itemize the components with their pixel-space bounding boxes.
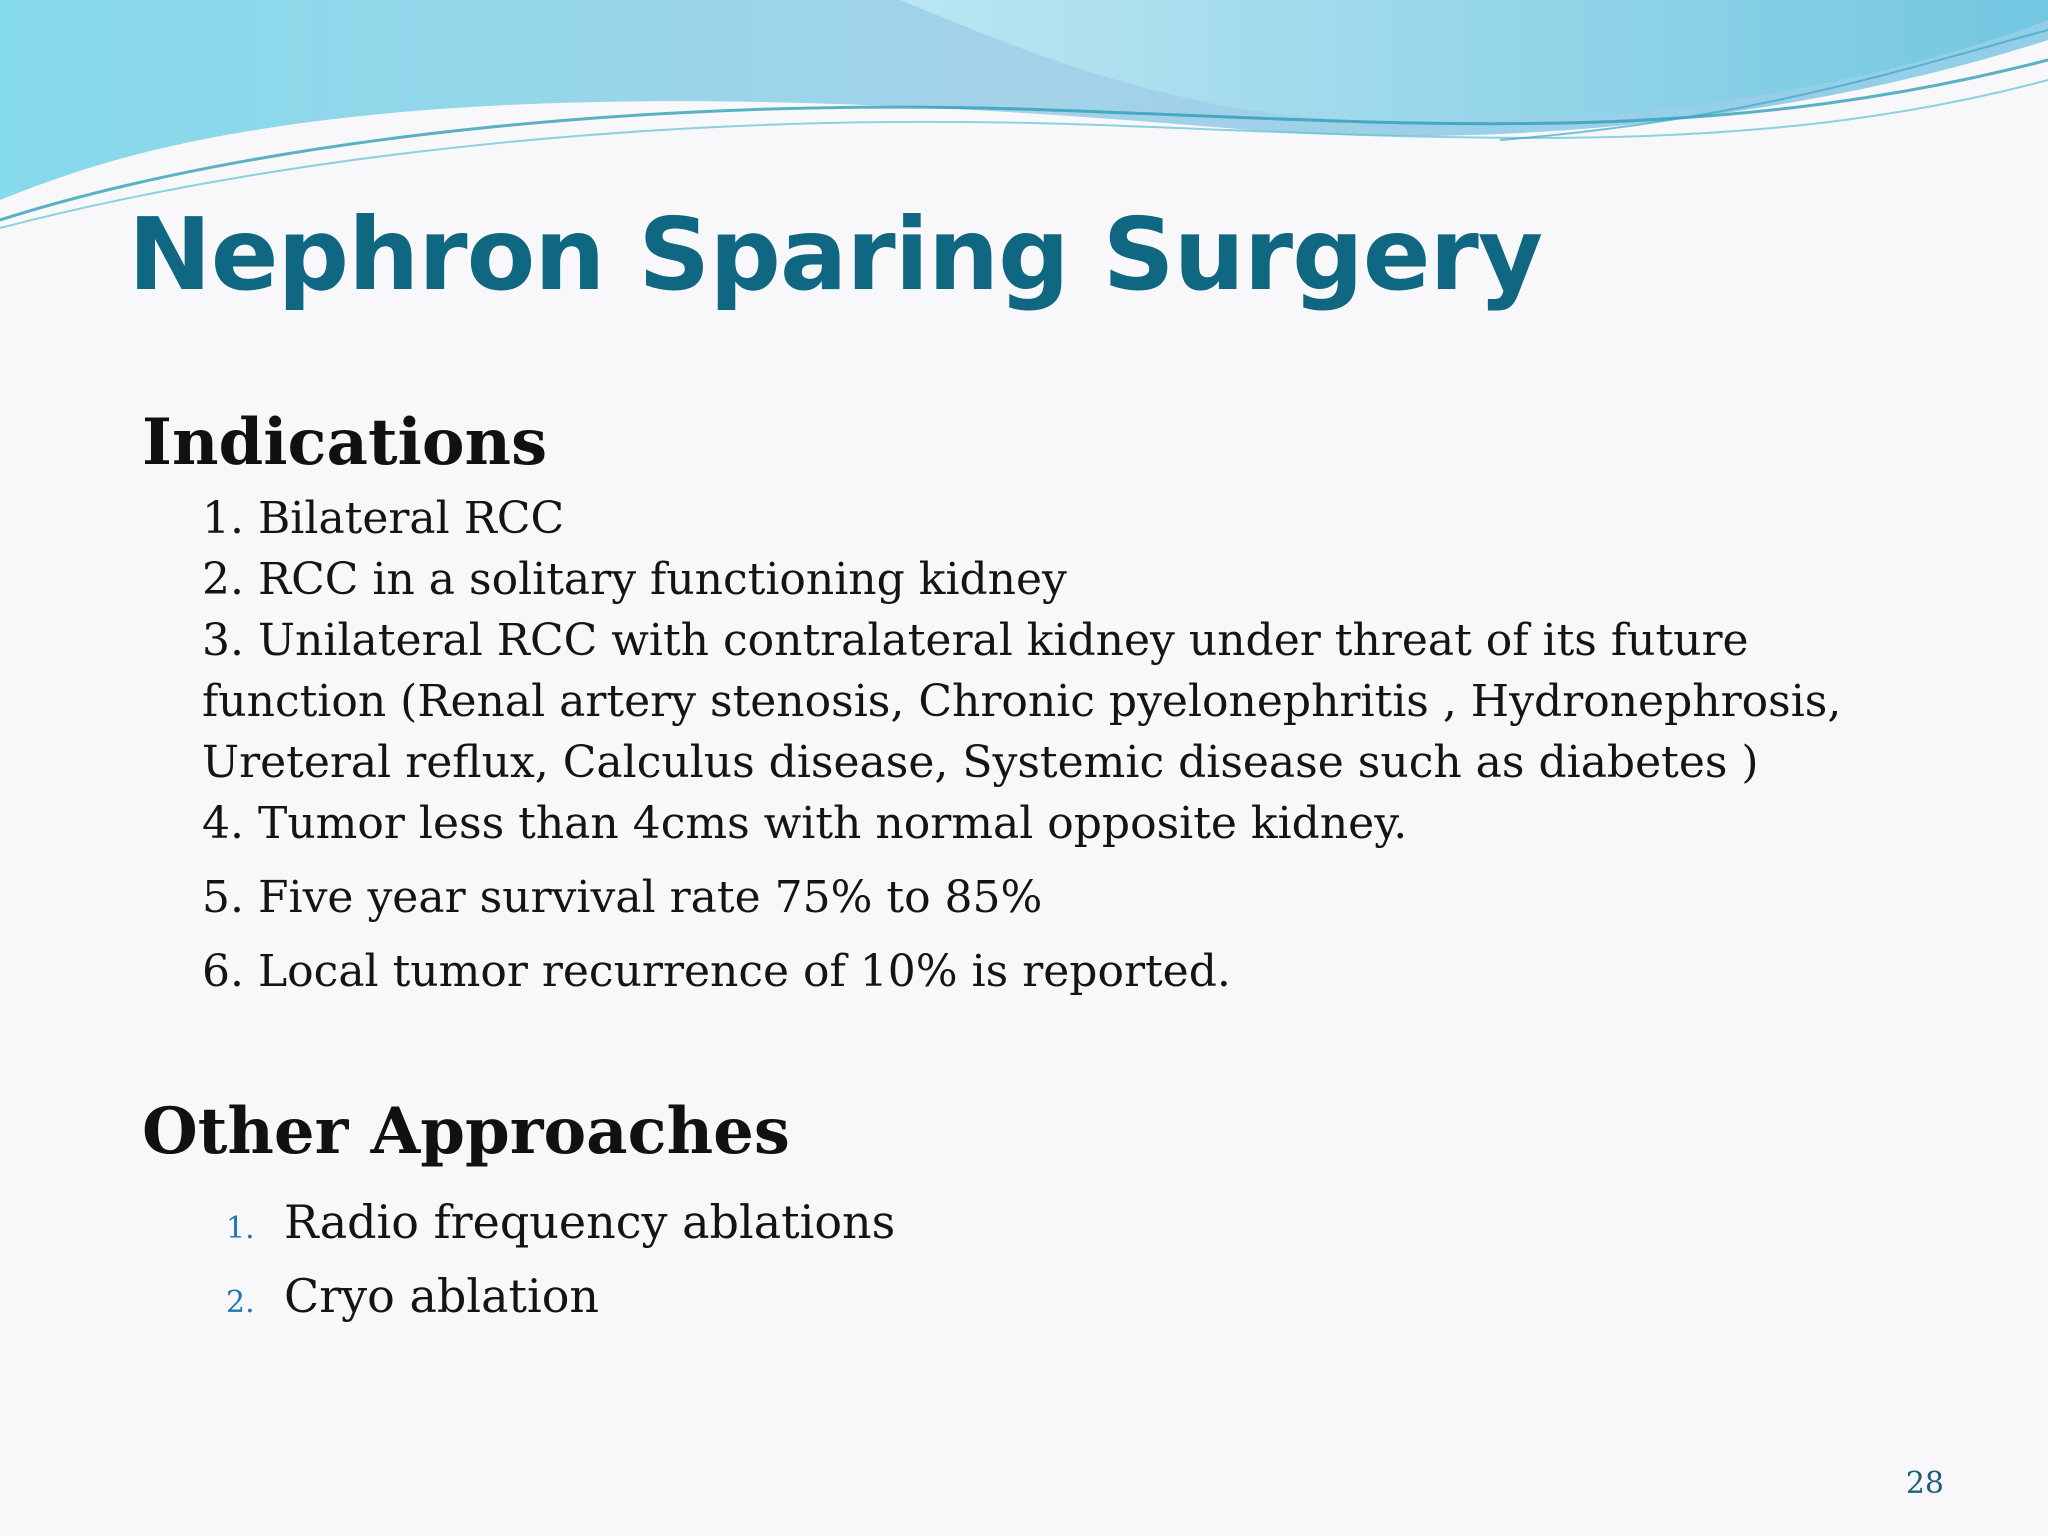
list-item: 4. Tumor less than 4cms with normal opposite kidney. (202, 798, 1408, 849)
list-item (226, 1185, 895, 1259)
other-approaches-heading: Other Approaches (142, 1094, 790, 1169)
list-item: 5. Five year survival rate 75% to 85% (202, 872, 1043, 923)
list-item: 2. RCC in a solitary functioning kidney (202, 554, 1067, 605)
list-item-text: Radio frequency ablations (284, 1195, 896, 1249)
slide-title: Nephron Sparing Surgery (128, 196, 1543, 313)
list-item-text: Cryo ablation (284, 1269, 600, 1323)
list-number: 1. (226, 1211, 255, 1246)
indications-list (202, 488, 1922, 1002)
list-number: 2. (226, 1285, 255, 1320)
list-item: 6. Local tumor recurrence of 10% is reported. (202, 946, 1231, 997)
page-number: 28 (1905, 1466, 1944, 1501)
other-approaches-list (226, 1185, 895, 1333)
list-item: 3. Unilateral RCC with contralateral kidney under threat of its future function (Renal artery stenosis, Chronic pyelonephritis , Hydronephrosis, Ureteral reflux, Calculus disease, Systemic disease such as diabetes ) (202, 615, 1842, 788)
list-item (226, 1259, 895, 1333)
list-item: 1. Bilateral RCC (202, 493, 565, 544)
indications-heading: Indications (142, 405, 548, 480)
